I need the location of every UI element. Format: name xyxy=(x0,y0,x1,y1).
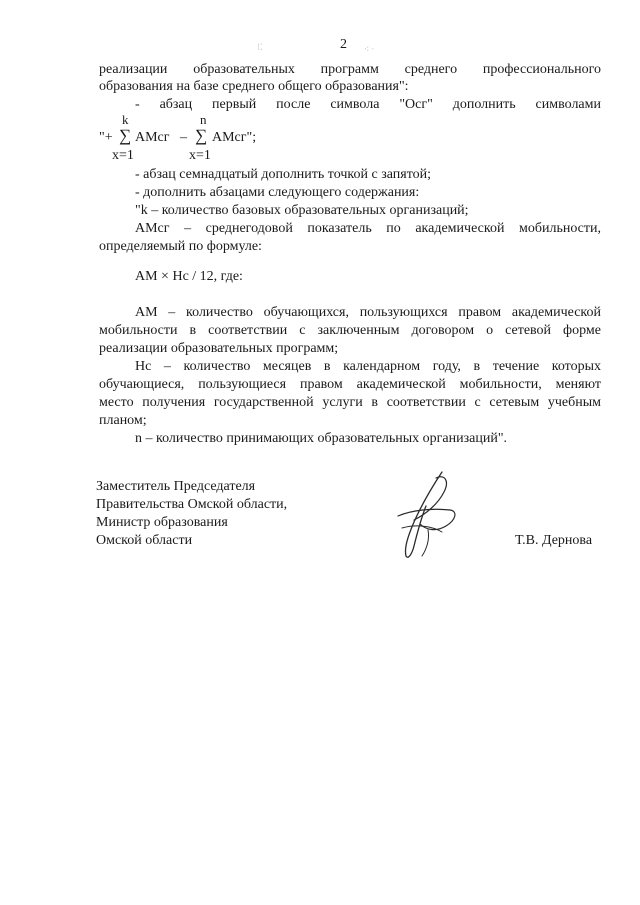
signer-title-line-2: Правительства Омской области, xyxy=(96,497,288,512)
formula-lower-limit-2: x=1 xyxy=(189,148,211,163)
signer-title-line-4: Омской области xyxy=(96,533,193,548)
formula-sigma-2: ∑ xyxy=(195,126,208,145)
body-line-5: - дополнить абзацами следующего содержания: xyxy=(135,185,420,200)
body-line-8: определяемый по формуле: xyxy=(99,239,262,254)
body-line-12: реализации образовательных программ; xyxy=(99,341,339,356)
scan-artifact: ⁖ ᐧ xyxy=(364,44,374,54)
handwritten-signature xyxy=(392,470,462,560)
formula-prefix: "+ xyxy=(99,130,113,145)
formula-am: АМ × Нс / 12, где: xyxy=(135,269,243,284)
body-line-13: Нс – количество месяцев в календарном году, в течение которых xyxy=(135,359,601,374)
formula-term-1: АМсг xyxy=(135,130,170,145)
body-line-6: "k – количество базовых образовательных организаций; xyxy=(135,203,469,218)
body-line-15: место получения государственной услуги в соответствии с сетевым учебным xyxy=(99,395,601,410)
body-line-4: - абзац семнадцатый дополнить точкой с запятой; xyxy=(135,167,432,182)
body-line-1: реализации образовательных программ среднего профессионального xyxy=(99,62,601,77)
body-line-2: образования на базе среднего общего образования": xyxy=(99,79,409,94)
page-number: 2 xyxy=(340,37,347,52)
signer-name: Т.В. Дернова xyxy=(515,533,593,548)
formula-lower-limit-1: x=1 xyxy=(112,148,134,163)
formula-upper-limit-n: n xyxy=(200,112,207,127)
formula-upper-limit-k: k xyxy=(122,112,129,127)
signer-title-line-3: Министр образования xyxy=(96,515,228,530)
body-line-10: АМ – количество обучающихся, пользующихся правом академической xyxy=(135,305,601,320)
scan-artifact: ⁝⁚ xyxy=(257,42,263,52)
formula-term-2: АМсг"; xyxy=(212,130,257,145)
body-line-11: мобильности в соответствии с заключенным договором о сетевой форме xyxy=(99,323,601,338)
body-line-14: обучающиеся, пользующиеся правом академической мобильности, меняют xyxy=(99,377,601,392)
body-line-16: планом; xyxy=(99,413,147,428)
body-line-7: АМсг – среднегодовой показатель по академической мобильности, xyxy=(135,221,601,236)
formula-minus: – xyxy=(180,130,187,145)
body-line-17: n – количество принимающих образовательных организаций". xyxy=(135,431,508,446)
body-line-3: - абзац первый после символа "Осг" дополнить символами xyxy=(135,97,601,112)
formula-sigma-1: ∑ xyxy=(119,126,132,145)
signer-title-line-1: Заместитель Председателя xyxy=(96,479,256,494)
